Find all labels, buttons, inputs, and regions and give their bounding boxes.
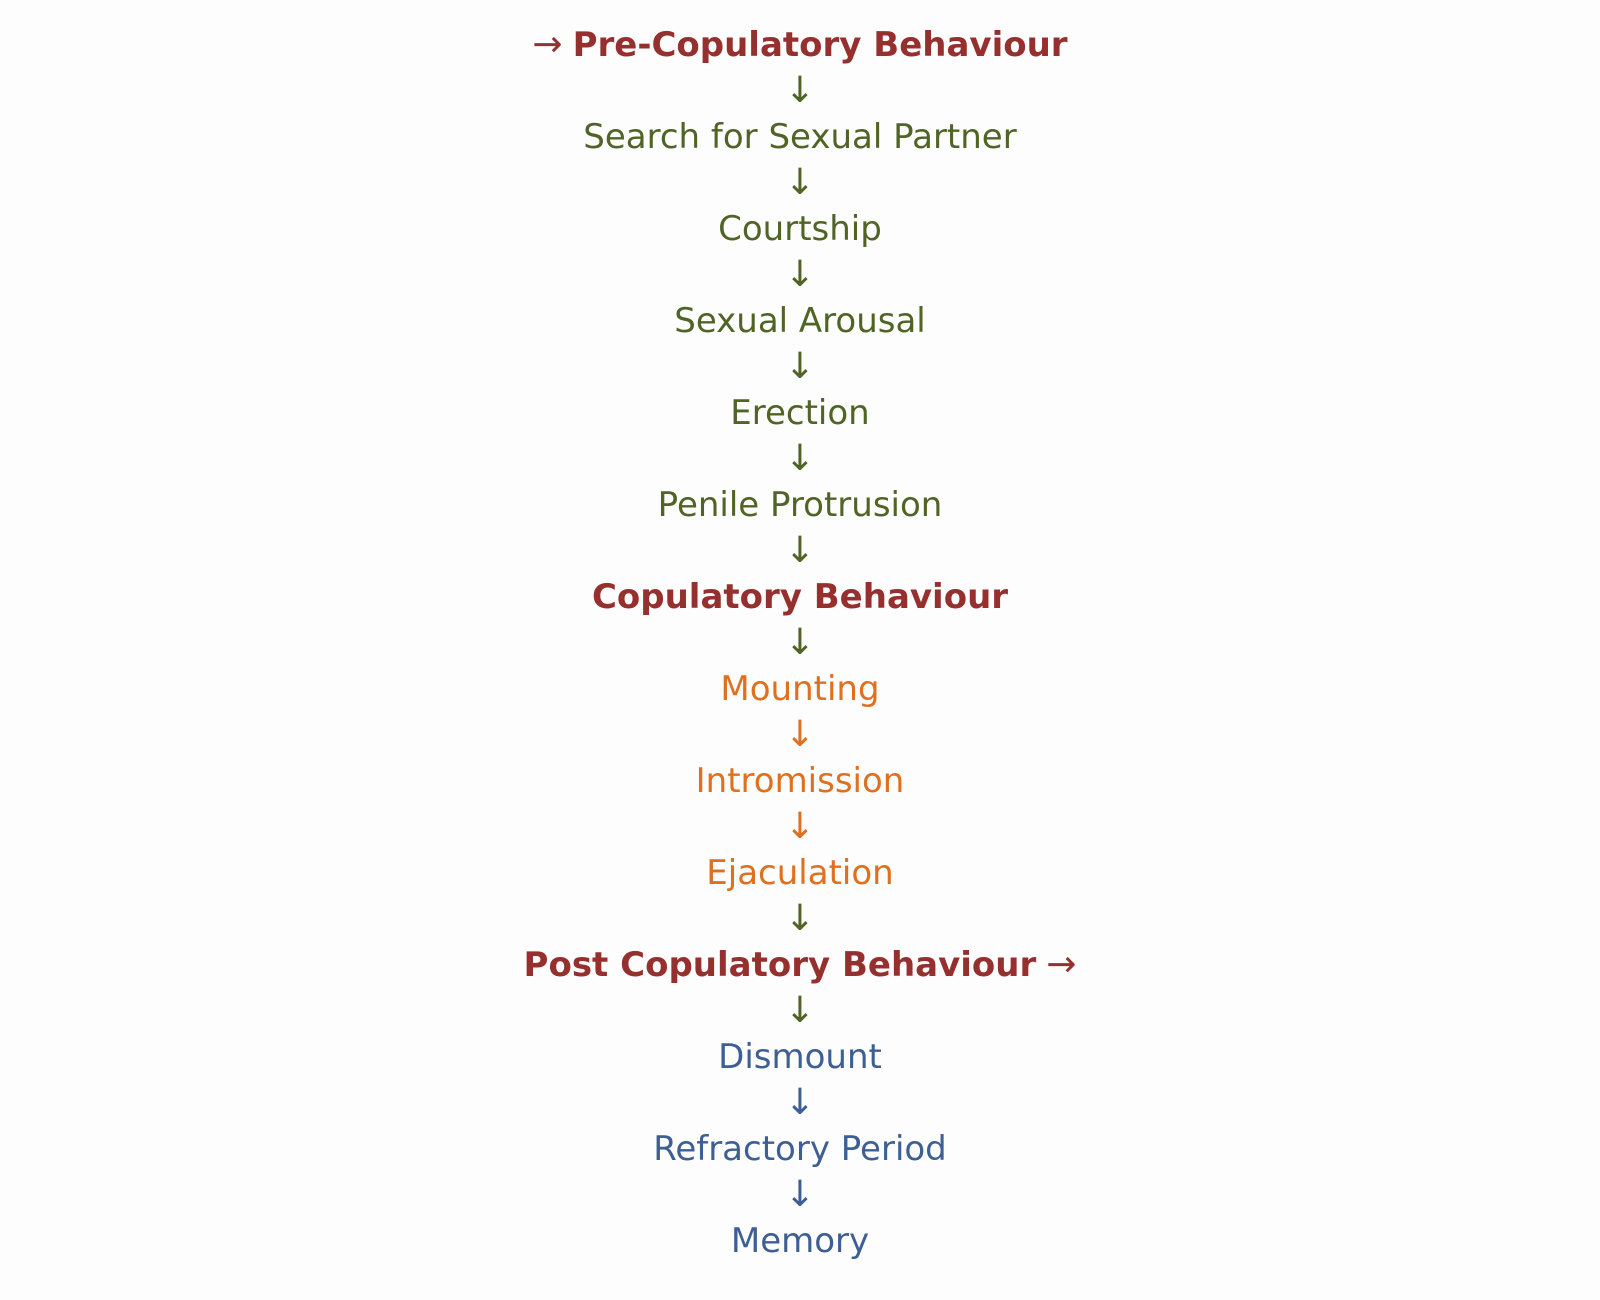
flow-row-arousal <box>0 298 1600 344</box>
flow-connector <box>0 528 1600 574</box>
flow-row-copulatory-heading <box>0 574 1600 620</box>
flow-connector <box>0 1080 1600 1126</box>
down-arrow-icon: ↓ <box>784 530 816 571</box>
flow-row-search <box>0 114 1600 160</box>
down-arrow-icon: ↓ <box>784 898 816 939</box>
step-dismount: Dismount <box>718 1037 882 1077</box>
down-arrow-icon: ↓ <box>784 622 816 663</box>
down-arrow-icon: ↓ <box>784 254 816 295</box>
flow-connector <box>0 620 1600 666</box>
pre-copulatory-heading <box>532 22 1067 68</box>
down-arrow-icon: ↓ <box>784 1174 816 1215</box>
down-arrow-icon: ↓ <box>784 438 816 479</box>
down-arrow-icon: ↓ <box>784 714 816 755</box>
flow-row-intromission <box>0 758 1600 804</box>
down-arrow-icon: ↓ <box>784 162 816 203</box>
step-penile-protrusion: Penile Protrusion <box>657 485 943 525</box>
flow-connector <box>0 1172 1600 1218</box>
down-arrow-icon: ↓ <box>784 806 816 847</box>
flow-row-protrusion <box>0 482 1600 528</box>
copulatory-heading: Copulatory Behaviour <box>591 577 1009 617</box>
step-memory: Memory <box>730 1221 870 1261</box>
step-courtship: Courtship <box>718 209 882 249</box>
down-arrow-icon: ↓ <box>784 990 816 1031</box>
step-search-partner: Search for Sexual Partner <box>583 117 1017 157</box>
flow-row-refractory <box>0 1126 1600 1172</box>
step-intromission: Intromission <box>695 761 905 801</box>
down-arrow-icon: ↓ <box>784 70 816 111</box>
step-ejaculation: Ejaculation <box>706 853 894 893</box>
flow-connector <box>0 896 1600 942</box>
flow-row-mounting <box>0 666 1600 712</box>
flow-row-pre-heading <box>0 22 1600 68</box>
behaviour-flowchart <box>0 22 1600 1264</box>
step-sexual-arousal: Sexual Arousal <box>674 301 926 341</box>
flow-connector <box>0 160 1600 206</box>
flow-connector <box>0 988 1600 1034</box>
flow-row-memory <box>0 1218 1600 1264</box>
down-arrow-icon: ↓ <box>784 346 816 387</box>
post-copulatory-heading <box>524 942 1077 988</box>
flow-connector <box>0 344 1600 390</box>
flow-connector <box>0 804 1600 850</box>
flow-connector <box>0 252 1600 298</box>
post-copulatory-heading-label: Post Copulatory Behaviour <box>523 945 1037 985</box>
right-arrow-icon: → <box>532 24 563 65</box>
step-refractory-period: Refractory Period <box>653 1129 947 1169</box>
flow-row-courtship <box>0 206 1600 252</box>
step-erection: Erection <box>730 393 870 433</box>
flow-connector <box>0 712 1600 758</box>
flow-row-dismount <box>0 1034 1600 1080</box>
flow-connector <box>0 436 1600 482</box>
pre-copulatory-heading-label: Pre-Copulatory Behaviour <box>572 25 1068 65</box>
flow-row-erection <box>0 390 1600 436</box>
flow-row-ejaculation <box>0 850 1600 896</box>
down-arrow-icon: ↓ <box>784 1082 816 1123</box>
step-mounting: Mounting <box>720 669 880 709</box>
flow-connector <box>0 68 1600 114</box>
right-arrow-icon: → <box>1046 944 1077 985</box>
flow-row-post-heading <box>0 942 1600 988</box>
